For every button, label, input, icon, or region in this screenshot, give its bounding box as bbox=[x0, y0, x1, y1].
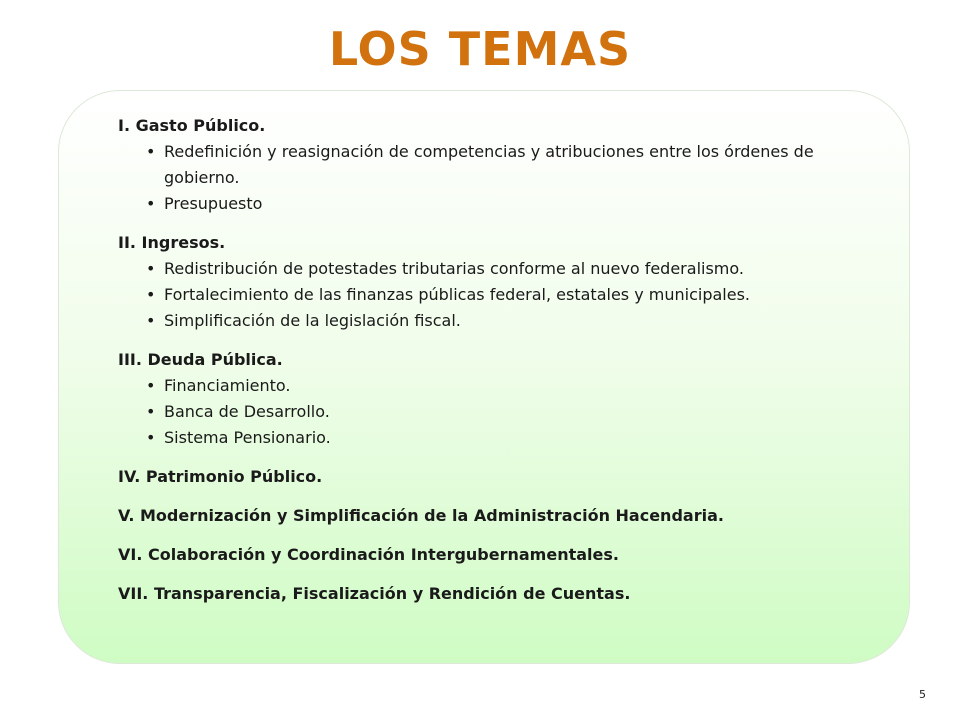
list-item: • Sistema Pensionario. bbox=[146, 425, 878, 451]
list-item: • Financiamiento. bbox=[146, 373, 878, 399]
bullet-icon: • bbox=[146, 194, 156, 213]
bullet-icon: • bbox=[146, 311, 156, 330]
bullet-icon: • bbox=[146, 402, 156, 421]
bullet-list bbox=[118, 373, 878, 451]
bullet-icon: • bbox=[146, 285, 156, 304]
bullet-icon: • bbox=[146, 259, 156, 278]
list-item: • Redefinición y reasignación de competencias y atribuciones entre los órdenes de gobierno. bbox=[146, 139, 878, 191]
section-gasto-publico bbox=[118, 113, 878, 217]
list-item: • Banca de Desarrollo. bbox=[146, 399, 878, 425]
section-patrimonio-publico bbox=[118, 464, 878, 490]
list-item: • Simplificación de la legislación fiscal. bbox=[146, 308, 878, 334]
section-heading: I. Gasto Público. bbox=[118, 116, 266, 135]
section-colaboracion bbox=[118, 542, 878, 568]
section-heading: VI. Colaboración y Coordinación Intergubernamentales. bbox=[118, 545, 619, 564]
section-heading: III. Deuda Pública. bbox=[118, 350, 283, 369]
bullet-list bbox=[118, 256, 878, 334]
section-ingresos bbox=[118, 230, 878, 334]
section-heading: VII. Transparencia, Fiscalización y Rendición de Cuentas. bbox=[118, 584, 631, 603]
slide-title: LOS TEMAS bbox=[328, 22, 632, 76]
section-deuda-publica bbox=[118, 347, 878, 451]
list-item: • Fortalecimiento de las finanzas públicas federal, estatales y municipales. bbox=[146, 282, 878, 308]
bullet-icon: • bbox=[146, 428, 156, 447]
list-item: • Redistribución de potestades tributarias conforme al nuevo federalismo. bbox=[146, 256, 878, 282]
section-modernizacion bbox=[118, 503, 878, 529]
bullet-icon: • bbox=[146, 376, 156, 395]
section-transparencia bbox=[118, 581, 878, 607]
section-heading: V. Modernización y Simplificación de la Administración Hacendaria. bbox=[118, 506, 724, 525]
section-heading: II. Ingresos. bbox=[118, 233, 226, 252]
section-heading: IV. Patrimonio Público. bbox=[118, 467, 323, 486]
page-number: 5 bbox=[919, 688, 926, 701]
bullet-icon: • bbox=[146, 142, 156, 161]
topics-list bbox=[118, 113, 878, 607]
bullet-list bbox=[118, 139, 878, 217]
list-item: • Presupuesto bbox=[146, 191, 878, 217]
